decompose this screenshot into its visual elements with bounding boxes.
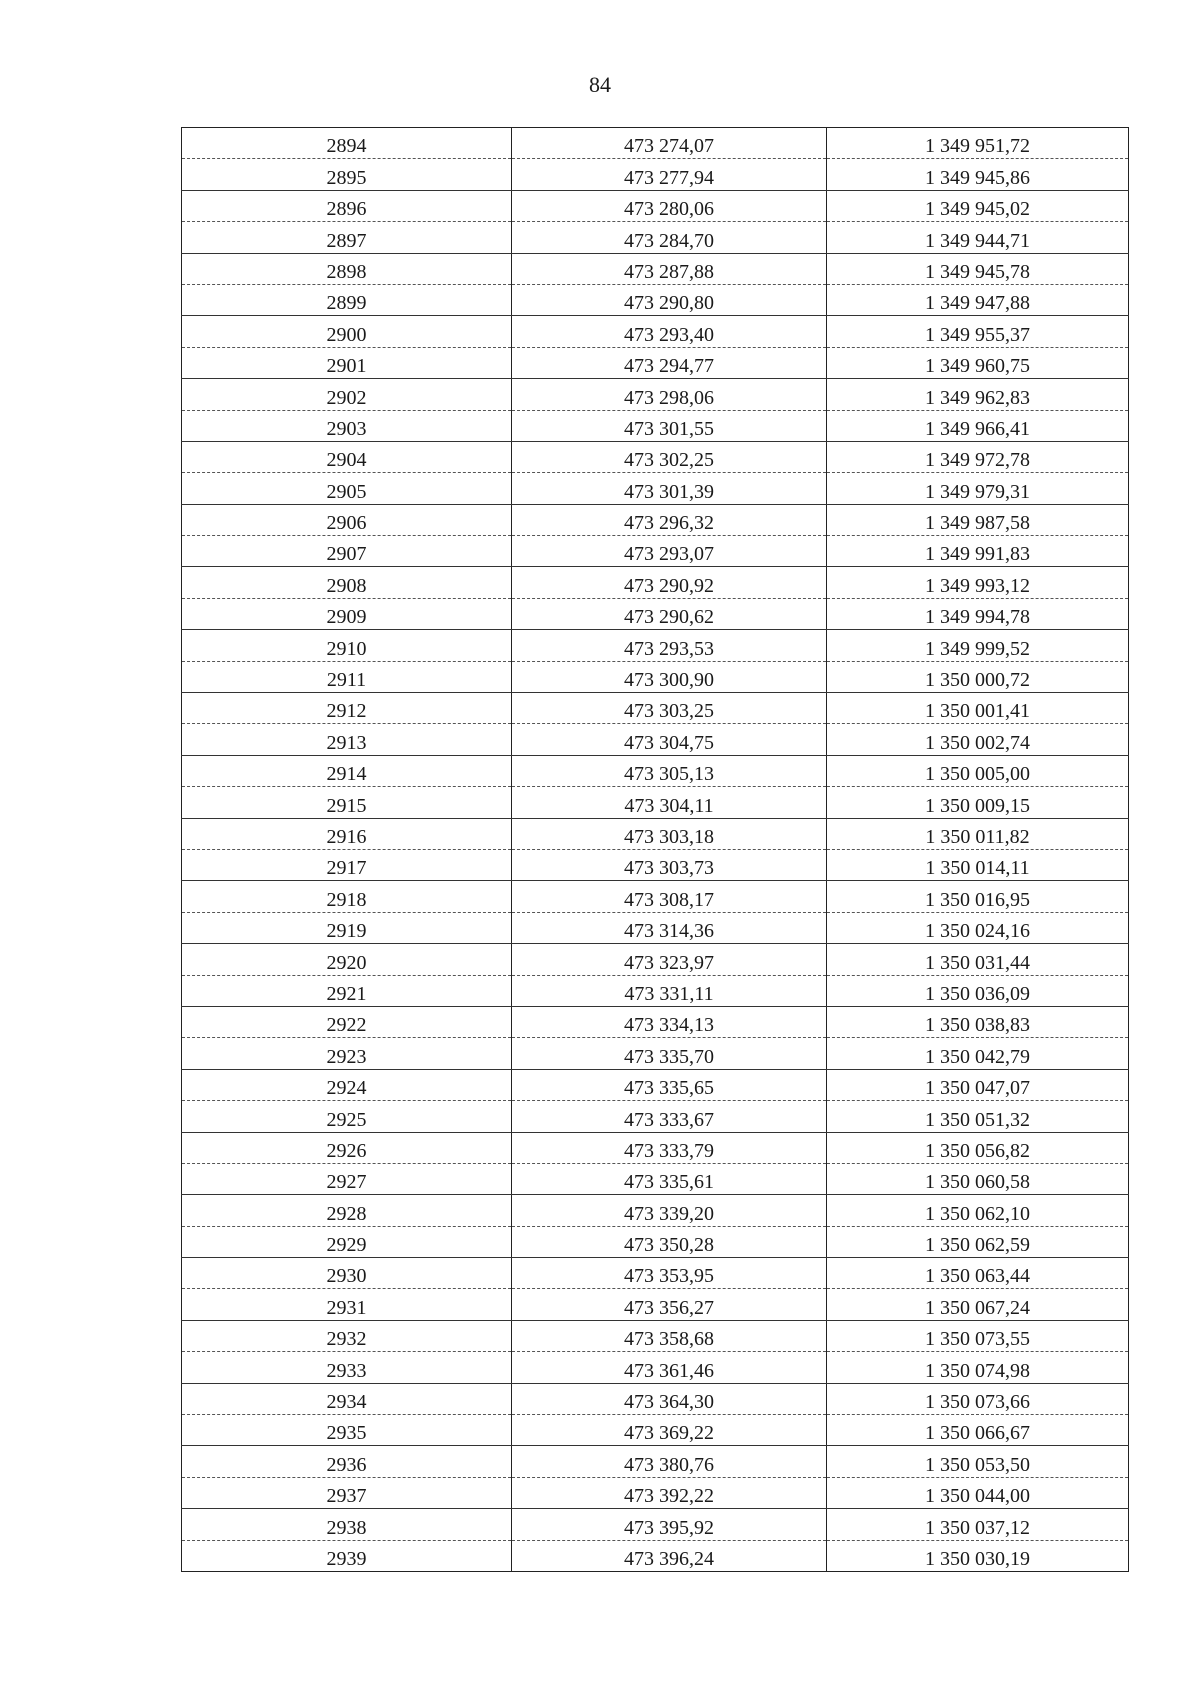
coordinates-table xyxy=(181,127,1129,1572)
table-row xyxy=(182,881,1129,912)
x-coordinate-cell: 473 335,70 xyxy=(512,1038,827,1069)
y-coordinate-cell: 1 350 062,59 xyxy=(827,1226,1129,1257)
point-number-cell: 2899 xyxy=(182,284,512,315)
point-number-cell: 2900 xyxy=(182,316,512,347)
point-number-cell: 2928 xyxy=(182,1195,512,1226)
table-row xyxy=(182,1195,1129,1226)
point-number-cell: 2933 xyxy=(182,1352,512,1383)
x-coordinate-cell: 473 301,55 xyxy=(512,410,827,441)
y-coordinate-cell: 1 349 966,41 xyxy=(827,410,1129,441)
point-number-cell: 2917 xyxy=(182,849,512,880)
point-number-cell: 2910 xyxy=(182,630,512,661)
y-coordinate-cell: 1 349 987,58 xyxy=(827,504,1129,535)
point-number-cell: 2914 xyxy=(182,755,512,786)
point-number-cell: 2902 xyxy=(182,379,512,410)
table-row xyxy=(182,536,1129,567)
table-row xyxy=(182,693,1129,724)
y-coordinate-cell: 1 349 960,75 xyxy=(827,347,1129,378)
x-coordinate-cell: 473 303,18 xyxy=(512,818,827,849)
table-row xyxy=(182,1038,1129,1069)
y-coordinate-cell: 1 350 066,67 xyxy=(827,1415,1129,1446)
x-coordinate-cell: 473 280,06 xyxy=(512,190,827,221)
x-coordinate-cell: 473 358,68 xyxy=(512,1320,827,1351)
table-row xyxy=(182,441,1129,472)
y-coordinate-cell: 1 350 002,74 xyxy=(827,724,1129,755)
x-coordinate-cell: 473 298,06 xyxy=(512,379,827,410)
table-row xyxy=(182,347,1129,378)
table-row xyxy=(182,253,1129,284)
y-coordinate-cell: 1 350 053,50 xyxy=(827,1446,1129,1477)
y-coordinate-cell: 1 350 009,15 xyxy=(827,787,1129,818)
table-row xyxy=(182,128,1129,159)
x-coordinate-cell: 473 392,22 xyxy=(512,1477,827,1508)
table-row xyxy=(182,1415,1129,1446)
x-coordinate-cell: 473 302,25 xyxy=(512,441,827,472)
x-coordinate-cell: 473 274,07 xyxy=(512,128,827,159)
point-number-cell: 2923 xyxy=(182,1038,512,1069)
table-row xyxy=(182,630,1129,661)
y-coordinate-cell: 1 350 063,44 xyxy=(827,1258,1129,1289)
y-coordinate-cell: 1 349 994,78 xyxy=(827,598,1129,629)
x-coordinate-cell: 473 304,11 xyxy=(512,787,827,818)
y-coordinate-cell: 1 349 955,37 xyxy=(827,316,1129,347)
y-coordinate-cell: 1 350 042,79 xyxy=(827,1038,1129,1069)
x-coordinate-cell: 473 293,40 xyxy=(512,316,827,347)
point-number-cell: 2921 xyxy=(182,975,512,1006)
table-row xyxy=(182,1101,1129,1132)
y-coordinate-cell: 1 350 073,66 xyxy=(827,1383,1129,1414)
y-coordinate-cell: 1 350 014,11 xyxy=(827,849,1129,880)
point-number-cell: 2926 xyxy=(182,1132,512,1163)
x-coordinate-cell: 473 361,46 xyxy=(512,1352,827,1383)
x-coordinate-cell: 473 396,24 xyxy=(512,1540,827,1571)
y-coordinate-cell: 1 349 972,78 xyxy=(827,441,1129,472)
y-coordinate-cell: 1 350 038,83 xyxy=(827,1006,1129,1037)
point-number-cell: 2934 xyxy=(182,1383,512,1414)
table-row xyxy=(182,818,1129,849)
table-row xyxy=(182,944,1129,975)
point-number-cell: 2915 xyxy=(182,787,512,818)
y-coordinate-cell: 1 349 945,78 xyxy=(827,253,1129,284)
y-coordinate-cell: 1 350 016,95 xyxy=(827,881,1129,912)
y-coordinate-cell: 1 350 044,00 xyxy=(827,1477,1129,1508)
y-coordinate-cell: 1 349 945,86 xyxy=(827,159,1129,190)
y-coordinate-cell: 1 349 944,71 xyxy=(827,222,1129,253)
x-coordinate-cell: 473 304,75 xyxy=(512,724,827,755)
table-row xyxy=(182,1446,1129,1477)
y-coordinate-cell: 1 350 024,16 xyxy=(827,912,1129,943)
table-row xyxy=(182,661,1129,692)
x-coordinate-cell: 473 305,13 xyxy=(512,755,827,786)
point-number-cell: 2939 xyxy=(182,1540,512,1571)
point-number-cell: 2922 xyxy=(182,1006,512,1037)
table-row xyxy=(182,1383,1129,1414)
point-number-cell: 2897 xyxy=(182,222,512,253)
x-coordinate-cell: 473 350,28 xyxy=(512,1226,827,1257)
point-number-cell: 2901 xyxy=(182,347,512,378)
point-number-cell: 2906 xyxy=(182,504,512,535)
table-row xyxy=(182,1320,1129,1351)
table-row xyxy=(182,1069,1129,1100)
point-number-cell: 2894 xyxy=(182,128,512,159)
y-coordinate-cell: 1 350 031,44 xyxy=(827,944,1129,975)
y-coordinate-cell: 1 349 991,83 xyxy=(827,536,1129,567)
point-number-cell: 2938 xyxy=(182,1509,512,1540)
point-number-cell: 2931 xyxy=(182,1289,512,1320)
point-number-cell: 2927 xyxy=(182,1163,512,1194)
x-coordinate-cell: 473 334,13 xyxy=(512,1006,827,1037)
x-coordinate-cell: 473 293,07 xyxy=(512,536,827,567)
point-number-cell: 2936 xyxy=(182,1446,512,1477)
point-number-cell: 2930 xyxy=(182,1258,512,1289)
x-coordinate-cell: 473 364,30 xyxy=(512,1383,827,1414)
x-coordinate-cell: 473 287,88 xyxy=(512,253,827,284)
point-number-cell: 2919 xyxy=(182,912,512,943)
coordinates-table-body xyxy=(182,128,1129,1572)
table-row xyxy=(182,724,1129,755)
point-number-cell: 2929 xyxy=(182,1226,512,1257)
table-row xyxy=(182,1289,1129,1320)
table-row xyxy=(182,159,1129,190)
y-coordinate-cell: 1 350 036,09 xyxy=(827,975,1129,1006)
point-number-cell: 2924 xyxy=(182,1069,512,1100)
x-coordinate-cell: 473 301,39 xyxy=(512,473,827,504)
point-number-cell: 2905 xyxy=(182,473,512,504)
x-coordinate-cell: 473 300,90 xyxy=(512,661,827,692)
y-coordinate-cell: 1 350 011,82 xyxy=(827,818,1129,849)
x-coordinate-cell: 473 303,73 xyxy=(512,849,827,880)
table-row xyxy=(182,1477,1129,1508)
table-row xyxy=(182,1132,1129,1163)
y-coordinate-cell: 1 350 056,82 xyxy=(827,1132,1129,1163)
x-coordinate-cell: 473 335,65 xyxy=(512,1069,827,1100)
table-row xyxy=(182,912,1129,943)
x-coordinate-cell: 473 277,94 xyxy=(512,159,827,190)
y-coordinate-cell: 1 349 979,31 xyxy=(827,473,1129,504)
table-row xyxy=(182,473,1129,504)
point-number-cell: 2896 xyxy=(182,190,512,221)
point-number-cell: 2932 xyxy=(182,1320,512,1351)
x-coordinate-cell: 473 333,79 xyxy=(512,1132,827,1163)
x-coordinate-cell: 473 284,70 xyxy=(512,222,827,253)
point-number-cell: 2907 xyxy=(182,536,512,567)
table-row xyxy=(182,284,1129,315)
page-number: 84 xyxy=(589,72,611,97)
x-coordinate-cell: 473 353,95 xyxy=(512,1258,827,1289)
y-coordinate-cell: 1 350 030,19 xyxy=(827,1540,1129,1571)
y-coordinate-cell: 1 350 060,58 xyxy=(827,1163,1129,1194)
y-coordinate-cell: 1 350 001,41 xyxy=(827,693,1129,724)
x-coordinate-cell: 473 314,36 xyxy=(512,912,827,943)
x-coordinate-cell: 473 356,27 xyxy=(512,1289,827,1320)
x-coordinate-cell: 473 369,22 xyxy=(512,1415,827,1446)
y-coordinate-cell: 1 350 047,07 xyxy=(827,1069,1129,1100)
table-row xyxy=(182,410,1129,441)
point-number-cell: 2895 xyxy=(182,159,512,190)
table-row xyxy=(182,849,1129,880)
y-coordinate-cell: 1 349 945,02 xyxy=(827,190,1129,221)
table-row xyxy=(182,598,1129,629)
x-coordinate-cell: 473 303,25 xyxy=(512,693,827,724)
y-coordinate-cell: 1 350 067,24 xyxy=(827,1289,1129,1320)
table-row xyxy=(182,1509,1129,1540)
point-number-cell: 2916 xyxy=(182,818,512,849)
table-row xyxy=(182,379,1129,410)
x-coordinate-cell: 473 294,77 xyxy=(512,347,827,378)
y-coordinate-cell: 1 350 073,55 xyxy=(827,1320,1129,1351)
y-coordinate-cell: 1 350 037,12 xyxy=(827,1509,1129,1540)
x-coordinate-cell: 473 308,17 xyxy=(512,881,827,912)
table-row xyxy=(182,755,1129,786)
table-row xyxy=(182,222,1129,253)
point-number-cell: 2898 xyxy=(182,253,512,284)
table-row xyxy=(182,1006,1129,1037)
point-number-cell: 2909 xyxy=(182,598,512,629)
x-coordinate-cell: 473 339,20 xyxy=(512,1195,827,1226)
x-coordinate-cell: 473 296,32 xyxy=(512,504,827,535)
y-coordinate-cell: 1 350 062,10 xyxy=(827,1195,1129,1226)
y-coordinate-cell: 1 349 951,72 xyxy=(827,128,1129,159)
point-number-cell: 2911 xyxy=(182,661,512,692)
y-coordinate-cell: 1 349 993,12 xyxy=(827,567,1129,598)
point-number-cell: 2903 xyxy=(182,410,512,441)
point-number-cell: 2935 xyxy=(182,1415,512,1446)
table-row xyxy=(182,1163,1129,1194)
y-coordinate-cell: 1 349 962,83 xyxy=(827,379,1129,410)
point-number-cell: 2912 xyxy=(182,693,512,724)
x-coordinate-cell: 473 395,92 xyxy=(512,1509,827,1540)
table-row xyxy=(182,1352,1129,1383)
point-number-cell: 2920 xyxy=(182,944,512,975)
x-coordinate-cell: 473 380,76 xyxy=(512,1446,827,1477)
y-coordinate-cell: 1 349 999,52 xyxy=(827,630,1129,661)
table-row xyxy=(182,504,1129,535)
table-row xyxy=(182,1540,1129,1571)
y-coordinate-cell: 1 349 947,88 xyxy=(827,284,1129,315)
y-coordinate-cell: 1 350 000,72 xyxy=(827,661,1129,692)
x-coordinate-cell: 473 335,61 xyxy=(512,1163,827,1194)
x-coordinate-cell: 473 323,97 xyxy=(512,944,827,975)
y-coordinate-cell: 1 350 051,32 xyxy=(827,1101,1129,1132)
x-coordinate-cell: 473 333,67 xyxy=(512,1101,827,1132)
point-number-cell: 2937 xyxy=(182,1477,512,1508)
y-coordinate-cell: 1 350 005,00 xyxy=(827,755,1129,786)
table-row xyxy=(182,567,1129,598)
table-row xyxy=(182,316,1129,347)
point-number-cell: 2925 xyxy=(182,1101,512,1132)
point-number-cell: 2908 xyxy=(182,567,512,598)
x-coordinate-cell: 473 331,11 xyxy=(512,975,827,1006)
table-row xyxy=(182,1258,1129,1289)
table-row xyxy=(182,975,1129,1006)
point-number-cell: 2913 xyxy=(182,724,512,755)
x-coordinate-cell: 473 290,62 xyxy=(512,598,827,629)
x-coordinate-cell: 473 293,53 xyxy=(512,630,827,661)
table-row xyxy=(182,190,1129,221)
table-row xyxy=(182,1226,1129,1257)
y-coordinate-cell: 1 350 074,98 xyxy=(827,1352,1129,1383)
table-row xyxy=(182,787,1129,818)
point-number-cell: 2918 xyxy=(182,881,512,912)
point-number-cell: 2904 xyxy=(182,441,512,472)
x-coordinate-cell: 473 290,92 xyxy=(512,567,827,598)
x-coordinate-cell: 473 290,80 xyxy=(512,284,827,315)
